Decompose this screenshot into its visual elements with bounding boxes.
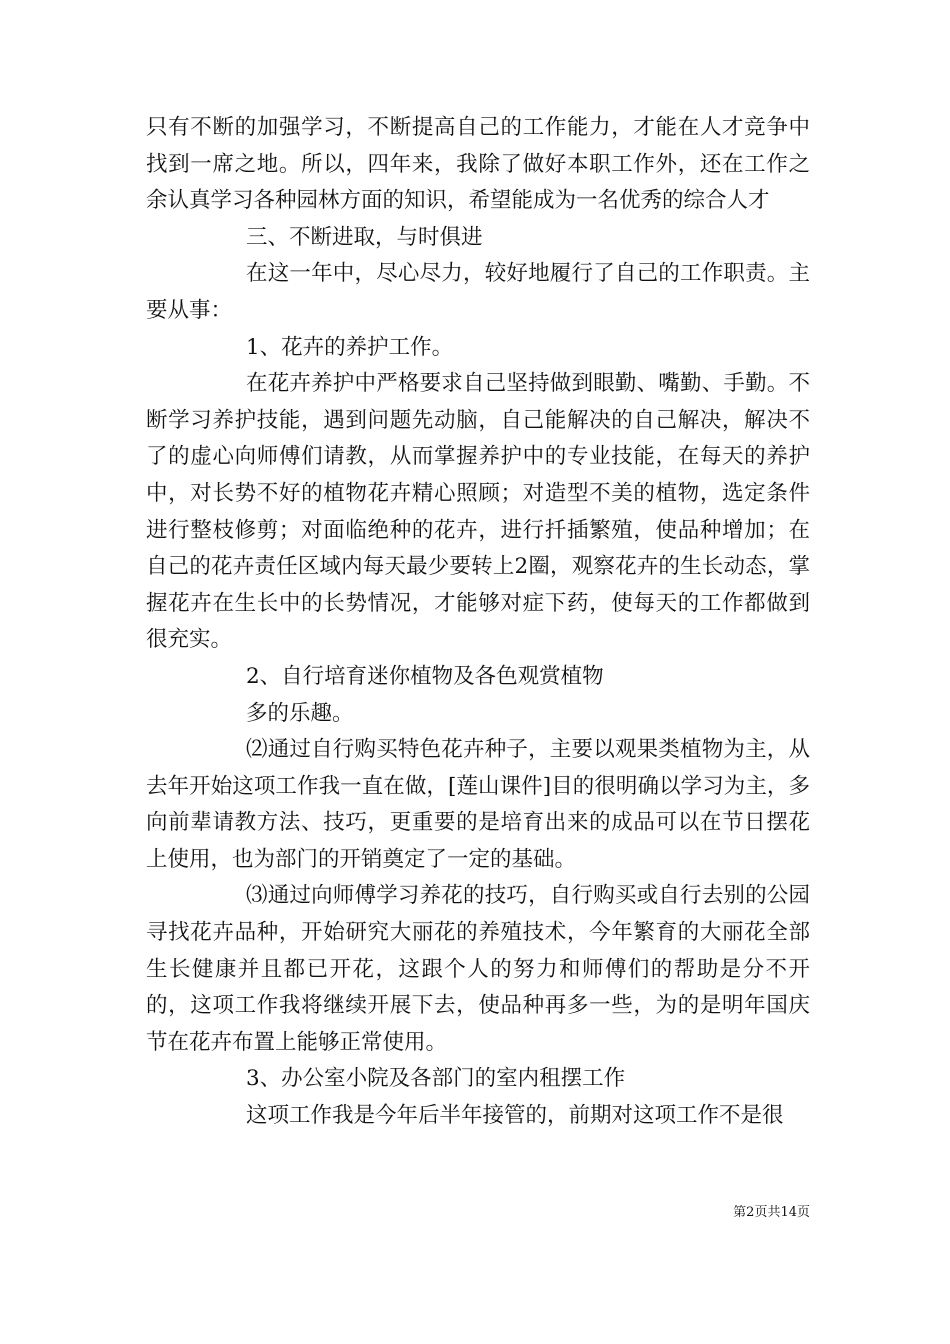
section-heading-3: 三、不断进取，与时俱进 xyxy=(246,224,483,250)
paragraph-2: 在这一年中，尽心尽力，较好地履行了自己的工作职责。主要从事： xyxy=(146,261,810,323)
paragraph-1: 只有不断的加强学习，不断提高自己的工作能力，才能在人才竞争中找到一席之地。所以，四年来，我除了做好本职工作外，还在工作之余认真学习各种园林方面的知识，希望能成为一名优秀的综合人才 xyxy=(146,115,810,214)
page-number-footer: 第2页共14页 xyxy=(733,1205,810,1220)
paragraph-4: 多的乐趣。 xyxy=(246,700,354,726)
subheading-2: 2、自行培育迷你植物及各色观赏植物 xyxy=(246,663,604,689)
subheading-3: 3、办公室小院及各部门的室内租摆工作 xyxy=(246,1066,626,1092)
document-body xyxy=(146,110,810,1135)
subheading-1: 1、花卉的养护工作。 xyxy=(246,334,454,360)
paragraph-3: 在花卉养护中严格要求自己坚持做到眼勤、嘴勤、手勤。不断学习养护技能，遇到问题先动脑，自己能解决的自己解决，解决不了的虚心向师傅们请教，从而掌握养护中的专业技能，在每天的养护中，对长势不好的植物花卉精心照顾；对造型不美的植物，选定条件进行整枝修剪；对面临绝种的花卉，进行扦插繁殖，使品种增加；在自己的花卉责任区域内每天最少要转上2圈，观察花卉的生长动态，掌握花卉在生长中的长势情况，才能够对症下药，使每天的工作都做到很充实。 xyxy=(146,371,810,653)
paragraph-5: ⑵通过自行购买特色花卉种子，主要以观果类植物为主，从去年开始这项工作我一直在做，[莲山课件]目的很明确以学习为主，多向前辈请教方法、技巧，更重要的是培育出来的成品可以在节日摆花上使用，也为部门的开销奠定了一定的基础。 xyxy=(146,737,810,872)
paragraph-7: 这项工作我是今年后半年接管的，前期对这项工作不是很 xyxy=(246,1103,784,1129)
paragraph-6: ⑶通过向师傅学习养花的技巧，自行购买或自行去别的公园寻找花卉品种，开始研究大丽花的养殖技术，今年繁育的大丽花全部生长健康并且都已开花，这跟个人的努力和师傅们的帮助是分不开的，这项工作我将继续开展下去，使品种再多一些，为的是明年国庆节在花卉布置上能够正常使用。 xyxy=(146,883,810,1055)
